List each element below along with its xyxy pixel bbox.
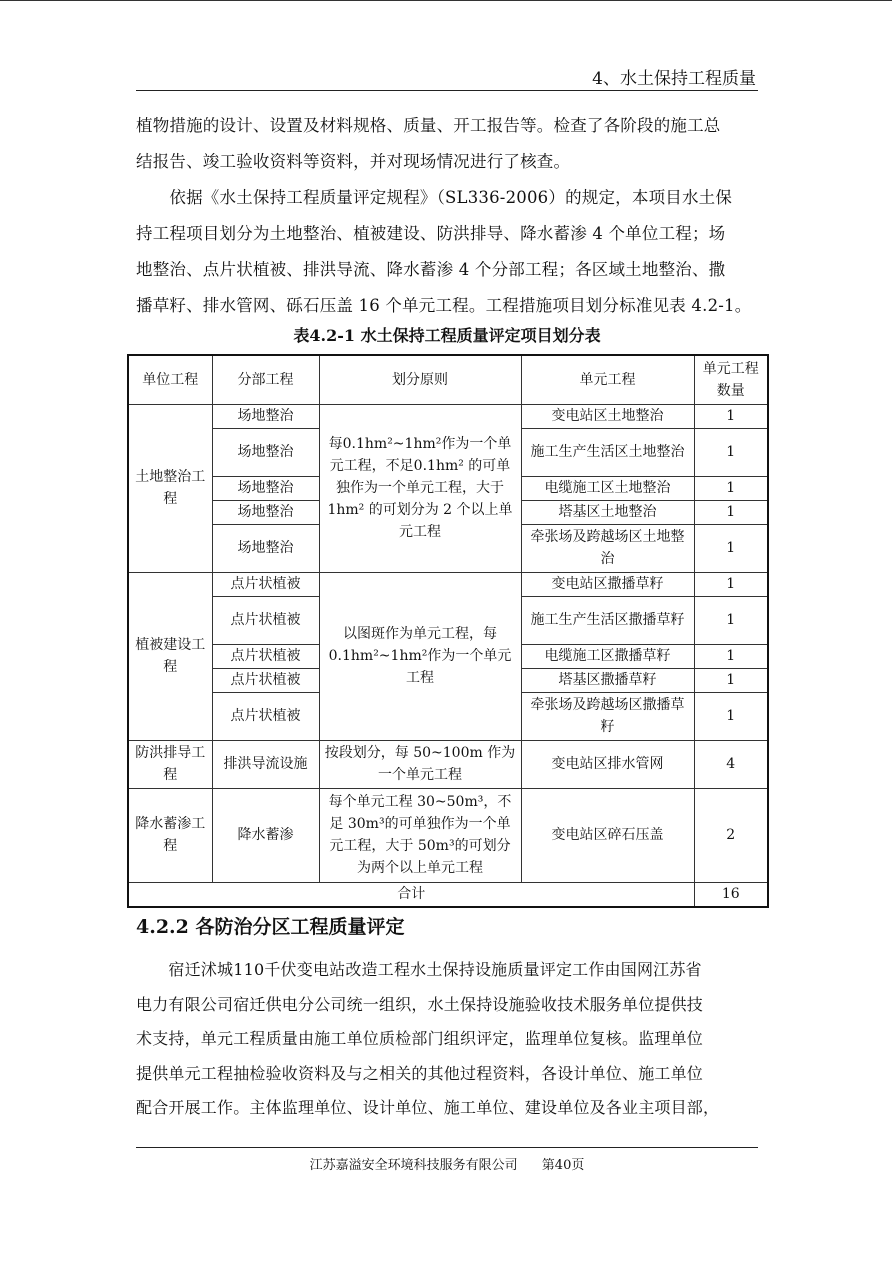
text-line: 提供单元工程抽检验收资料及与之相关的其他过程资料，各设计单位、施工单位 bbox=[136, 1063, 704, 1083]
element-cell: 施工生产生活区撒播草籽 bbox=[521, 596, 694, 644]
count-cell: 4 bbox=[694, 740, 768, 788]
text-line: 植物措施的设计、设置及材料规格、质量、开工报告等。检查了各阶段的施工总 bbox=[136, 116, 721, 135]
table-header-row bbox=[128, 355, 768, 404]
chapter-title: 4、水土保持工程质量 bbox=[592, 69, 756, 89]
count-cell: 1 bbox=[694, 500, 768, 524]
text-line: 持工程项目划分为土地整治、植被建设、防洪排导、降水蓄渗 4 个单位工程；场 bbox=[136, 224, 726, 243]
count-cell: 1 bbox=[694, 644, 768, 668]
element-cell: 牵张场及跨越场区土地整治 bbox=[521, 524, 694, 572]
division-cell: 场地整治 bbox=[212, 404, 319, 428]
paragraph-intro bbox=[136, 108, 758, 180]
count-cell: 1 bbox=[694, 404, 768, 428]
principle-cell: 每0.1hm²~1hm²作为一个单元工程，不足0.1hm² 的可单独作为一个单元工程，大于 1hm² 的可划分为 2 个以上单元工程 bbox=[319, 404, 521, 572]
quality-division-table bbox=[127, 354, 769, 908]
page-header bbox=[136, 62, 758, 91]
paragraph-assessment bbox=[136, 953, 758, 1126]
header-division: 分部工程 bbox=[212, 355, 319, 404]
total-value: 16 bbox=[694, 882, 768, 907]
count-cell: 1 bbox=[694, 692, 768, 740]
division-cell: 点片状植被 bbox=[212, 572, 319, 596]
top-border bbox=[0, 0, 892, 1]
text-line: 宿迁沭城110千伏变电站改造工程水土保持设施质量评定工作由国网江苏省 bbox=[136, 960, 702, 979]
header-unit: 单位工程 bbox=[128, 355, 212, 404]
element-cell: 电缆施工区撒播草籽 bbox=[521, 644, 694, 668]
principle-cell: 每个单元工程 30~50m³，不足 30m³的可单独作为一个单元工程，大于 50m³的可划分为两个以上单元工程 bbox=[319, 788, 521, 882]
element-cell: 牵张场及跨越场区撒播草籽 bbox=[521, 692, 694, 740]
table-row bbox=[128, 572, 768, 596]
division-cell: 降水蓄渗 bbox=[212, 788, 319, 882]
element-cell: 电缆施工区土地整治 bbox=[521, 476, 694, 500]
unit-cell: 土地整治工程 bbox=[128, 404, 212, 572]
division-cell: 场地整治 bbox=[212, 476, 319, 500]
element-cell: 变电站区撒播草籽 bbox=[521, 572, 694, 596]
table-row bbox=[128, 404, 768, 428]
table-row bbox=[128, 740, 768, 788]
text-line: 依据《水土保持工程质量评定规程》（SL336-2006）的规定，本项目水土保 bbox=[136, 188, 733, 207]
table-caption: 表4.2-1 水土保持工程质量评定项目划分表 bbox=[293, 326, 601, 345]
text-line: 术支持，单元工程质量由施工单位质检部门组织评定，监理单位复核。监理单位 bbox=[136, 1029, 704, 1048]
header-principle: 划分原则 bbox=[319, 355, 521, 404]
footer-page-number: 第40页 bbox=[541, 1158, 585, 1173]
text-line: 地整治、点片状植被、排洪导流、降水蓄渗 4 个分部工程；各区域土地整治、撒 bbox=[136, 260, 726, 279]
division-cell: 点片状植被 bbox=[212, 668, 319, 692]
division-cell: 点片状植被 bbox=[212, 644, 319, 668]
text-line: 电力有限公司宿迁供电分公司统一组织，水土保持设施验收技术服务单位提供技 bbox=[136, 994, 704, 1014]
element-cell: 施工生产生活区土地整治 bbox=[521, 428, 694, 476]
header-count: 单元工程数量 bbox=[694, 355, 768, 404]
total-label: 合计 bbox=[128, 882, 694, 907]
division-cell: 场地整治 bbox=[212, 428, 319, 476]
paragraph-division bbox=[136, 180, 758, 324]
element-cell: 塔基区土地整治 bbox=[521, 500, 694, 524]
principle-cell: 以图斑作为单元工程，每0.1hm²~1hm²作为一个单元工程 bbox=[319, 572, 521, 740]
header-element: 单元工程 bbox=[521, 355, 694, 404]
unit-cell: 降水蓄渗工程 bbox=[128, 788, 212, 882]
text-line: 播草籽、排水管网、砾石压盖 16 个单元工程。工程措施项目划分标准见表 4.2-1。 bbox=[136, 296, 752, 315]
division-cell: 场地整治 bbox=[212, 524, 319, 572]
principle-cell: 按段划分，每 50~100m 作为一个单元工程 bbox=[319, 740, 521, 788]
count-cell: 2 bbox=[694, 788, 768, 882]
division-cell: 点片状植被 bbox=[212, 692, 319, 740]
section-heading: 4.2.2 各防治分区工程质量评定 bbox=[136, 916, 405, 938]
unit-cell: 防洪排导工程 bbox=[128, 740, 212, 788]
element-cell: 变电站区土地整治 bbox=[521, 404, 694, 428]
footer-company: 江苏嘉溢安全环境科技服务有限公司 bbox=[309, 1158, 518, 1173]
division-cell: 排洪导流设施 bbox=[212, 740, 319, 788]
table-total-row bbox=[128, 882, 768, 907]
count-cell: 1 bbox=[694, 668, 768, 692]
count-cell: 1 bbox=[694, 524, 768, 572]
page-footer bbox=[136, 1147, 758, 1173]
count-cell: 1 bbox=[694, 428, 768, 476]
unit-cell: 植被建设工程 bbox=[128, 572, 212, 740]
table-row bbox=[128, 788, 768, 882]
text-line: 结报告、竣工验收资料等资料，并对现场情况进行了核查。 bbox=[136, 152, 571, 171]
element-cell: 变电站区碎石压盖 bbox=[521, 788, 694, 882]
text-line: 配合开展工作。主体监理单位、设计单位、施工单位、建设单位及各业主项目部， bbox=[136, 1098, 720, 1117]
count-cell: 1 bbox=[694, 476, 768, 500]
count-cell: 1 bbox=[694, 572, 768, 596]
element-cell: 塔基区撒播草籽 bbox=[521, 668, 694, 692]
element-cell: 变电站区排水管网 bbox=[521, 740, 694, 788]
count-cell: 1 bbox=[694, 596, 768, 644]
division-cell: 场地整治 bbox=[212, 500, 319, 524]
division-cell: 点片状植被 bbox=[212, 596, 319, 644]
